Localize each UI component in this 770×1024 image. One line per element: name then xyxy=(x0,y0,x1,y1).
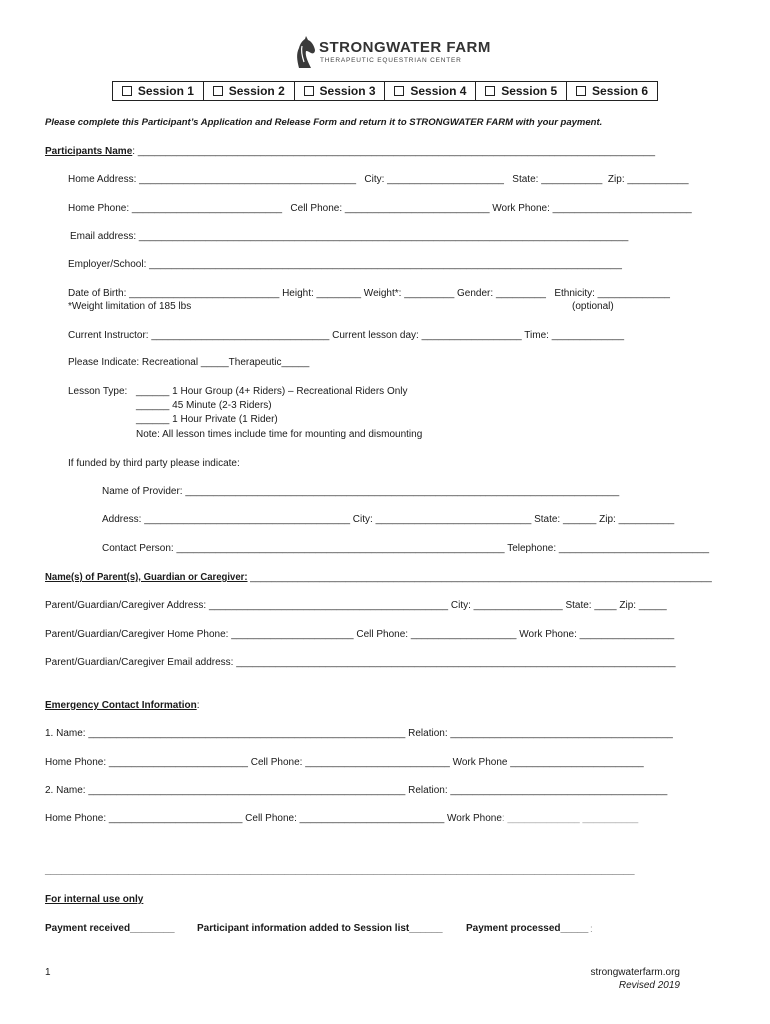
emergency-phones-2-main[interactable]: Home Phone: ________________________ Cell Phone: __________________________ Work Phone xyxy=(45,813,502,824)
participant-name-field[interactable]: : _____________________________________________________________________________________________ xyxy=(132,146,656,157)
session-label: Session 3 xyxy=(319,84,376,98)
guardian-names-row[interactable] xyxy=(45,571,712,584)
emergency-colon: : xyxy=(196,700,200,711)
emergency-phones-1-field[interactable]: Home Phone: _________________________ Cell Phone: __________________________ Work Phone ________________________ xyxy=(45,757,644,768)
section-divider: __________________________________________________________________________________________________________ xyxy=(45,865,635,876)
checkbox-icon[interactable] xyxy=(213,86,223,96)
brand-name: STRONGWATER FARM xyxy=(319,39,491,56)
lesson-option-45min[interactable]: ______ 45 Minute (2-3 Riders) xyxy=(136,400,272,411)
home-phone-field[interactable]: Home Phone: ___________________________ Cell Phone: __________________________ Work Phone: _________________________ xyxy=(68,203,692,214)
guardian-phone-field[interactable]: Parent/Guardian/Caregiver Home Phone: ______________________ Cell Phone: ___________________ Work Phone: _________________ xyxy=(45,629,675,640)
emergency-name-1-field[interactable]: 1. Name: _________________________________________________________ Relation: ________________________________________ xyxy=(45,728,673,739)
checkbox-icon[interactable] xyxy=(122,86,132,96)
lesson-option-group[interactable]: ______ 1 Hour Group (4+ Riders) – Recreational Riders Only xyxy=(136,386,408,397)
instructor-row[interactable]: Current Instructor: ________________________________ Current lesson day: __________________ Time: _____________ xyxy=(68,330,625,341)
session-6-option[interactable] xyxy=(567,82,657,100)
horse-head-icon xyxy=(293,36,317,70)
emergency-phones-2-faint: : _____________ __________ xyxy=(501,813,639,824)
ethnicity-note: (optional) xyxy=(572,301,614,312)
payment-received-field[interactable]: Payment received________ xyxy=(45,923,175,934)
session-5-option[interactable] xyxy=(476,82,567,100)
session-2-option[interactable] xyxy=(204,82,295,100)
session-label: Session 1 xyxy=(137,84,194,98)
emergency-name-2-field[interactable]: 2. Name: _________________________________________________________ Relation: _______________________________________ xyxy=(45,785,668,796)
footer-revised: Revised 2019 xyxy=(618,980,680,991)
participant-name-label: Participants Name xyxy=(45,146,133,157)
guardian-names-field[interactable]: _______________________________________________________________________________________ xyxy=(247,572,712,583)
session-label: Session 6 xyxy=(592,84,649,98)
lesson-note: Note: All lesson times include time for mounting and dismounting xyxy=(136,429,423,440)
third-party-label: If funded by third party please indicate: xyxy=(68,458,240,469)
guardian-email-field[interactable]: Parent/Guardian/Caregiver Email address: _______________________________________________________________________________ xyxy=(45,657,676,668)
checkbox-icon[interactable] xyxy=(394,86,404,96)
intro-text: Please complete this Participant’s Application and Release Form and return it to STRONGWATER FARM with your payment. xyxy=(45,117,603,128)
email-field[interactable]: Email address: ________________________________________________________________________________________ xyxy=(70,231,629,242)
lesson-type-label: Lesson Type: xyxy=(68,386,128,397)
provider-address-field[interactable]: Address: _____________________________________ City: ____________________________ State: ______ Zip: __________ xyxy=(102,514,675,525)
session-label: Session 2 xyxy=(228,84,285,98)
indicate-row[interactable]: Please Indicate: Recreational _____Therapeutic_____ xyxy=(68,357,310,368)
weight-note: *Weight limitation of 185 lbs xyxy=(68,301,192,312)
emergency-heading-row xyxy=(45,699,199,712)
contact-person-field[interactable]: Contact Person: ___________________________________________________________ Telephone: ___________________________ xyxy=(102,543,710,554)
checkbox-icon[interactable] xyxy=(485,86,495,96)
payment-processed-field[interactable]: Payment processed_____ xyxy=(466,923,589,934)
page-number: 1 xyxy=(45,967,51,978)
dob-row[interactable]: Date of Birth: ___________________________ Height: ________ Weight*: _________ Gender: _________ Ethnicity: _____________ xyxy=(68,288,670,299)
provider-field[interactable]: Name of Provider: ______________________________________________________________________________ xyxy=(102,486,620,497)
session-label: Session 5 xyxy=(501,84,558,98)
footer-website[interactable]: strongwaterfarm.org xyxy=(590,967,680,978)
processed-mark: : xyxy=(590,924,593,935)
participant-name-row[interactable] xyxy=(45,145,655,158)
session-label: Session 4 xyxy=(410,84,467,98)
session-3-option[interactable] xyxy=(295,82,386,100)
emergency-heading: Emergency Contact Information xyxy=(45,700,197,711)
session-selector xyxy=(112,81,658,101)
brand-subtitle: THERAPEUTIC EQUESTRIAN CENTER xyxy=(320,57,462,64)
employer-field[interactable]: Employer/School: _____________________________________________________________________________________ xyxy=(68,259,622,270)
guardian-names-label: Name(s) of Parent(s), Guardian or Caregiver: xyxy=(45,572,248,583)
session-4-option[interactable] xyxy=(385,82,476,100)
session-1-option[interactable] xyxy=(113,82,204,100)
participant-added-field[interactable]: Participant information added to Session list______ xyxy=(197,923,443,934)
internal-use-heading: For internal use only xyxy=(45,894,144,905)
lesson-option-private[interactable]: ______ 1 Hour Private (1 Rider) xyxy=(136,414,278,425)
guardian-address-field[interactable]: Parent/Guardian/Caregiver Address: ___________________________________________ City: ________________ State: ____ Zip: _____ xyxy=(45,600,667,611)
checkbox-icon[interactable] xyxy=(304,86,314,96)
home-address-field[interactable]: Home Address: _______________________________________ City: _____________________ State: ___________ Zip: ___________ xyxy=(68,174,689,185)
checkbox-icon[interactable] xyxy=(576,86,586,96)
emergency-phones-2-field[interactable] xyxy=(45,812,638,825)
